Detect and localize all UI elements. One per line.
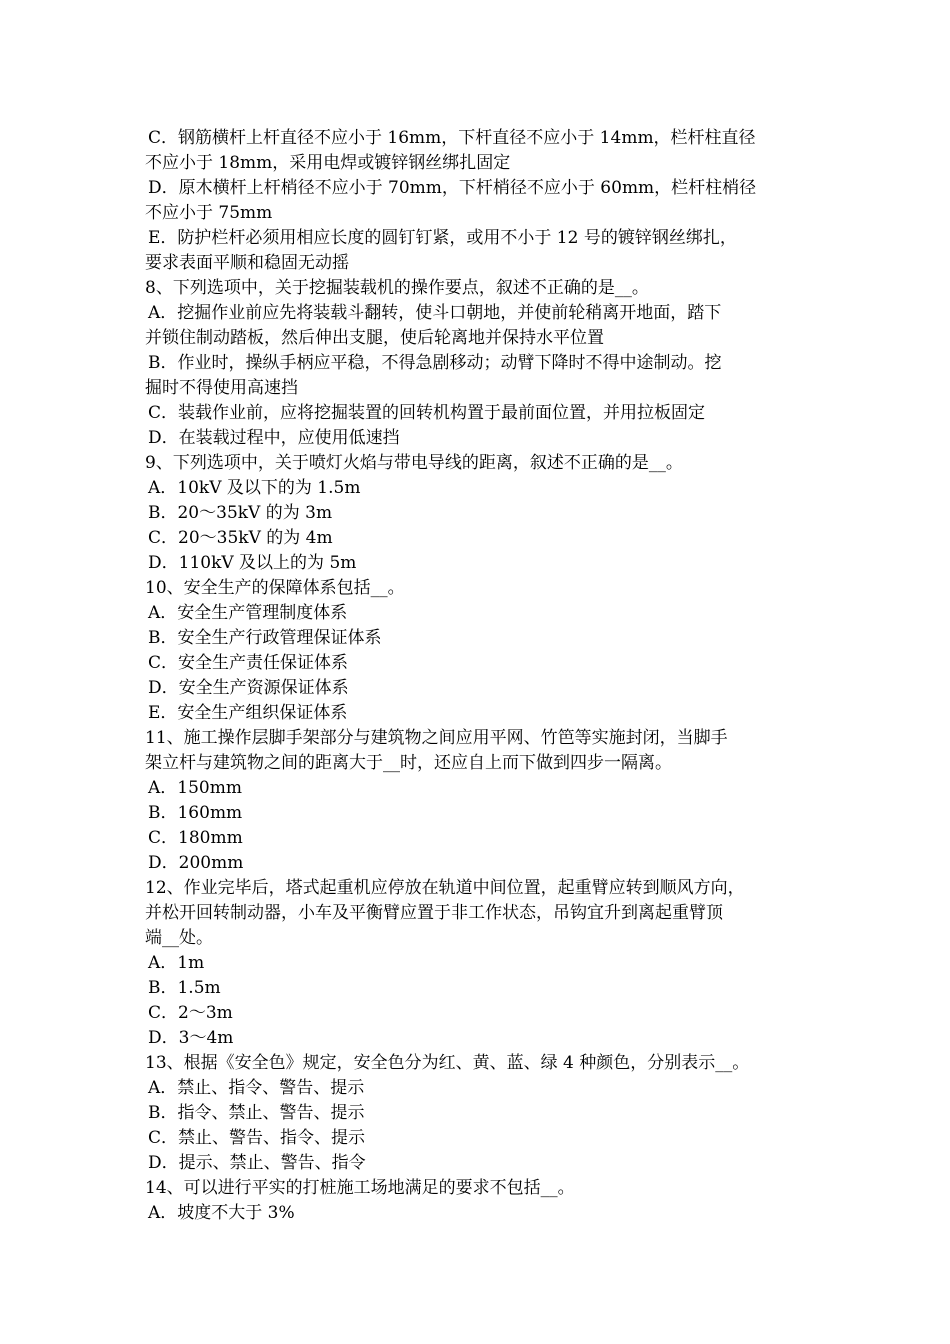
option-text: D．提示、禁止、警告、指令 xyxy=(148,1153,366,1173)
question-text: 8、下列选项中，关于挖掘装载机的操作要点，叙述不正确的是__。 xyxy=(145,278,649,298)
question-text: 9、下列选项中，关于喷灯火焰与带电导线的距离，叙述不正确的是__。 xyxy=(145,453,683,473)
text-continuation: 要求表面平顺和稳固无动摇 xyxy=(145,253,349,273)
option-text: A．安全生产管理制度体系 xyxy=(148,603,348,623)
option-text: D．3～4m xyxy=(148,1028,234,1048)
option-text: B．指令、禁止、警告、提示 xyxy=(148,1103,365,1123)
option-text: E．防护栏杆必须用相应长度的圆钉钉紧，或用不小于 12 号的镀锌钢丝绑扎， xyxy=(148,228,737,248)
option-text: D．110kV 及以上的为 5m xyxy=(148,553,357,573)
question-text: 14、可以进行平实的打桩施工场地满足的要求不包括__。 xyxy=(145,1178,575,1198)
text-continuation: 架立杆与建筑物之间的距离大于__时，还应自上而下做到四步一隔离。 xyxy=(145,753,672,773)
option-text: B．160mm xyxy=(148,803,243,823)
option-text: A．150mm xyxy=(148,778,242,798)
text-continuation: 端__处。 xyxy=(145,928,213,948)
text-continuation: 不应小于 18mm，采用电焊或镀锌钢丝绑扎固定 xyxy=(145,153,511,173)
option-text: E．安全生产组织保证体系 xyxy=(148,703,348,723)
option-text: B．20～35kV 的为 3m xyxy=(148,503,333,523)
option-text: C．2～3m xyxy=(148,1003,233,1023)
option-text: D．在装载过程中，应使用低速挡 xyxy=(148,428,400,448)
option-text: C．安全生产责任保证体系 xyxy=(148,653,349,673)
question-text: 10、安全生产的保障体系包括__。 xyxy=(145,578,405,598)
option-text: A．10kV 及以下的为 1.5m xyxy=(148,478,361,498)
option-text: A．1m xyxy=(148,953,205,973)
document-body xyxy=(145,126,817,1226)
question-text: 13、根据《安全色》规定，安全色分为红、黄、蓝、绿 4 种颜色，分别表示__。 xyxy=(145,1053,750,1073)
option-text: C．20～35kV 的为 4m xyxy=(148,528,333,548)
option-text: B．1.5m xyxy=(148,978,221,998)
option-text: C．180mm xyxy=(148,828,243,848)
option-text: A．禁止、指令、警告、提示 xyxy=(148,1078,365,1098)
option-text: A．挖掘作业前应先将装载斗翻转，使斗口朝地，并使前轮稍离开地面，踏下 xyxy=(148,303,722,323)
option-text: A．坡度不大于 3% xyxy=(148,1203,295,1223)
text-continuation: 掘时不得使用高速挡 xyxy=(145,378,298,398)
option-text: D．原木横杆上杆梢径不应小于 70mm，下杆梢径不应小于 60mm，栏杆柱梢径 xyxy=(148,178,757,198)
option-text: D．安全生产资源保证体系 xyxy=(148,678,349,698)
question-text: 12、作业完毕后，塔式起重机应停放在轨道中间位置，起重臂应转到顺风方向， xyxy=(145,878,745,898)
text-continuation: 并锁住制动踏板，然后伸出支腿，使后轮离地并保持水平位置 xyxy=(145,328,604,348)
option-text: C．禁止、警告、指令、提示 xyxy=(148,1128,366,1148)
option-text: C．钢筋横杆上杆直径不应小于 16mm，下杆直径不应小于 14mm，栏杆柱直径 xyxy=(148,128,756,148)
question-text: 11、施工操作层脚手架部分与建筑物之间应用平网、竹笆等实施封闭，当脚手 xyxy=(145,728,728,748)
option-text: D．200mm xyxy=(148,853,244,873)
option-text: C．装载作业前，应将挖掘装置的回转机构置于最前面位置，并用拉板固定 xyxy=(148,403,706,423)
text-continuation: 并松开回转制动器，小车及平衡臂应置于非工作状态，吊钩宜升到离起重臂顶 xyxy=(145,903,723,923)
option-text: B．安全生产行政管理保证体系 xyxy=(148,628,382,648)
option-text: B．作业时，操纵手柄应平稳，不得急剧移动；动臂下降时不得中途制动。挖 xyxy=(148,353,722,373)
text-continuation: 不应小于 75mm xyxy=(145,203,273,223)
